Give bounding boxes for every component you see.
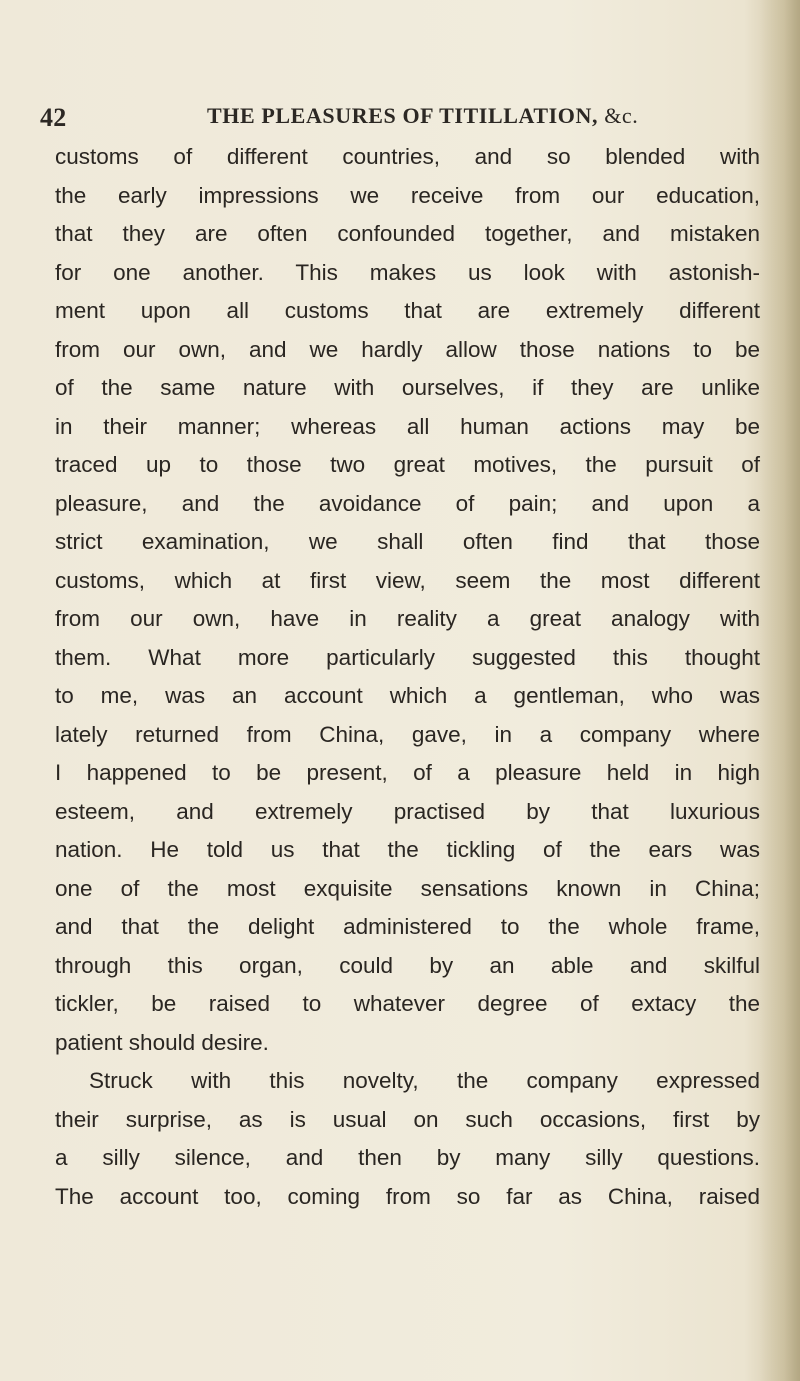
text-line: customs, which at first view, seem the most different	[55, 567, 760, 593]
text-line: customs of different countries, and so blended with	[55, 144, 760, 169]
text-line: ment upon all customs that are extremely different	[55, 298, 760, 323]
page-number: 42	[40, 103, 67, 132]
text-line: tickler, be raised to whatever degree of extacy the	[55, 991, 760, 1016]
text-line: I happened to be present, of a pleasure held in high	[55, 760, 760, 785]
running-head	[40, 103, 700, 139]
text-line: lately returned from China, gave, in a company where	[55, 721, 760, 747]
text-line: nation. He told us that the tickling of the ears was	[55, 837, 760, 862]
text-line: that they are often confounded together, and mistaken	[55, 221, 760, 246]
text-line: and that the delight administered to the whole frame,	[55, 914, 760, 939]
text-line: their surprise, as is usual on such occasions, first by	[55, 1106, 760, 1132]
text-line: strict examination, we shall often find that those	[55, 529, 760, 554]
text-line: traced up to those two great motives, the pursuit of	[55, 452, 760, 477]
page-spine-shadow	[760, 0, 800, 1381]
text-line: in their manner; whereas all human actions may be	[55, 413, 760, 439]
running-title-text: THE PLEASURES OF TITILLATION,	[207, 103, 599, 128]
text-line: a silly silence, and then by many silly questions.	[55, 1145, 760, 1170]
text-line: one of the most exquisite sensations known in China;	[55, 875, 760, 901]
text-line: for one another. This makes us look with astonish-	[55, 259, 760, 285]
text-line: esteem, and extremely practised by that luxurious	[55, 798, 760, 824]
text-line: through this organ, could by an able and skilful	[55, 952, 760, 978]
text-line: Struck with this novelty, the company expressed	[89, 1068, 760, 1093]
text-line: the early impressions we receive from our education,	[55, 182, 760, 208]
text-line: patient should desire.	[55, 1029, 269, 1055]
body-text	[55, 138, 760, 1216]
running-title	[207, 103, 638, 129]
text-line: to me, was an account which a gentleman, who was	[55, 683, 760, 708]
text-line: of the same nature with ourselves, if they are unlike	[55, 375, 760, 400]
text-line: from our own, and we hardly allow those nations to be	[55, 336, 760, 362]
text-line: pleasure, and the avoidance of pain; and upon a	[55, 490, 760, 516]
text-line: from our own, have in reality a great analogy with	[55, 606, 760, 631]
text-line: them. What more particularly suggested this thought	[55, 644, 760, 670]
running-title-etc: &c.	[604, 103, 639, 128]
text-line: The account too, coming from so far as China, raised	[55, 1183, 760, 1209]
